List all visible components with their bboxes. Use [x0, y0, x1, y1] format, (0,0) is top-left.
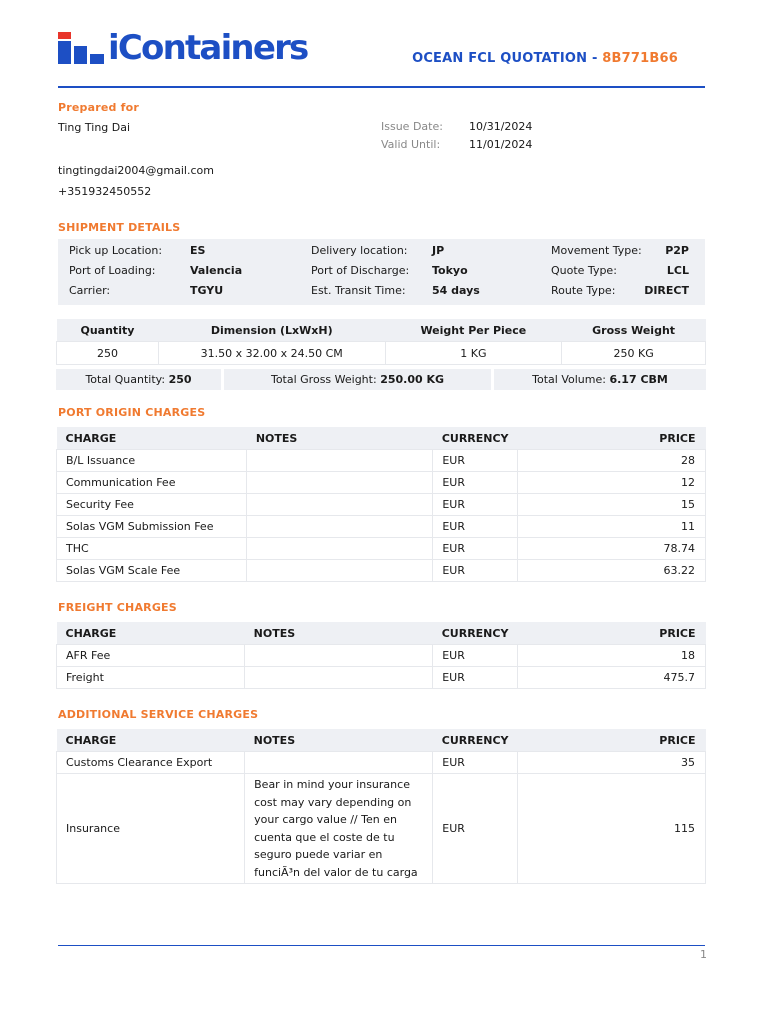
col-weight-per-piece: Weight Per Piece [385, 319, 562, 342]
table-row [57, 645, 706, 667]
table-cell: EUR [433, 752, 518, 774]
freight-charges-label: FREIGHT CHARGES [58, 601, 177, 614]
table-cell [247, 560, 433, 582]
table-cell [247, 494, 433, 516]
table-cell: EUR [433, 538, 518, 560]
col-quantity: Quantity [57, 319, 159, 342]
table-cell: B/L Issuance [57, 450, 247, 472]
valid-until-date: 11/01/2024 [469, 138, 533, 151]
page-number: 1 [700, 948, 707, 961]
col-price: PRICE [517, 622, 705, 645]
pickup-label: Pick up Location: [69, 244, 163, 257]
table-row [57, 774, 706, 884]
charges-header-row [57, 427, 706, 450]
cargo-weight-per-piece: 1 KG [385, 342, 562, 365]
table-cell: 475.7 [517, 667, 705, 689]
title-prefix: OCEAN FCL QUOTATION - [412, 51, 603, 66]
loading-label: Port of Loading: [69, 264, 156, 277]
customer-phone: +351932450552 [58, 185, 152, 198]
table-cell [247, 472, 433, 494]
col-charge: CHARGE [57, 622, 245, 645]
cargo-header-row [57, 319, 706, 342]
table-cell: EUR [433, 774, 518, 884]
route-type-value: DIRECT [644, 284, 689, 297]
brand-name: iContainers [108, 28, 308, 68]
issue-date: 10/31/2024 [469, 120, 533, 133]
table-cell: Solas VGM Scale Fee [57, 560, 247, 582]
insurance-note: Bear in mind your insurance cost may vary depending on your cargo value // Ten en cuenta que el coste de tu seguro puede variar en funciÃ³n del valor de tu carga [245, 774, 433, 884]
cargo-totals [56, 369, 706, 390]
col-currency: CURRENCY [433, 427, 518, 450]
route-type-label: Route Type: [551, 284, 616, 297]
table-cell: EUR [433, 516, 518, 538]
prepared-for-label: Prepared for [58, 101, 140, 114]
container-stack-icon [58, 32, 106, 64]
table-cell: Total Volume: [532, 373, 606, 386]
cargo-table [56, 319, 706, 365]
table-cell: 28 [518, 450, 706, 472]
transit-value: 54 days [432, 284, 480, 297]
table-row [57, 494, 706, 516]
origin-charges-table [56, 427, 706, 582]
cargo-row [57, 342, 706, 365]
total-gross-weight [224, 369, 491, 390]
table-cell [247, 450, 433, 472]
table-cell: 18 [517, 645, 705, 667]
table-cell [245, 667, 433, 689]
valid-until-label: Valid Until: [381, 138, 441, 151]
table-cell: 35 [518, 752, 706, 774]
table-cell: Security Fee [57, 494, 247, 516]
table-cell: AFR Fee [57, 645, 245, 667]
cargo-gross-weight: 250 KG [562, 342, 706, 365]
table-cell: 63.22 [518, 560, 706, 582]
table-cell: 250.00 KG [380, 373, 445, 386]
quote-code: 8B771B66 [602, 51, 678, 66]
col-notes: NOTES [245, 622, 433, 645]
col-dimension: Dimension (LxWxH) [158, 319, 385, 342]
table-cell: Insurance [57, 774, 245, 884]
header-divider [58, 86, 705, 88]
table-cell: 250 [168, 373, 192, 386]
table-cell: EUR [433, 667, 518, 689]
table-cell: Communication Fee [57, 472, 247, 494]
quote-type-value: LCL [666, 264, 689, 277]
loading-value: Valencia [190, 264, 243, 277]
table-cell: 6.17 CBM [609, 373, 668, 386]
discharge-label: Port of Discharge: [311, 264, 410, 277]
col-notes: NOTES [245, 729, 433, 752]
delivery-value: JP [432, 244, 445, 257]
freight-charges-table [56, 622, 706, 689]
col-gross-weight: Gross Weight [562, 319, 706, 342]
movement-type-value: P2P [665, 244, 689, 257]
origin-charges-label: PORT ORIGIN CHARGES [58, 406, 206, 419]
transit-label: Est. Transit Time: [311, 284, 406, 297]
icontainers-logo [58, 30, 308, 66]
charges-header-row [57, 729, 706, 752]
charges-header-row [57, 622, 706, 645]
col-charge: CHARGE [57, 729, 245, 752]
table-cell [245, 752, 433, 774]
total-quantity [56, 369, 221, 390]
table-cell: Freight [57, 667, 245, 689]
additional-charges-label: ADDITIONAL SERVICE CHARGES [58, 708, 259, 721]
col-currency: CURRENCY [433, 622, 518, 645]
col-price: PRICE [518, 729, 706, 752]
table-row [57, 560, 706, 582]
delivery-label: Delivery location: [311, 244, 408, 257]
col-notes: NOTES [247, 427, 433, 450]
table-cell: Customs Clearance Export [57, 752, 245, 774]
discharge-value: Tokyo [432, 264, 468, 277]
pickup-value: ES [190, 244, 206, 257]
table-row [57, 538, 706, 560]
col-charge: CHARGE [57, 427, 247, 450]
table-cell: Total Gross Weight: [270, 373, 377, 386]
col-currency: CURRENCY [433, 729, 518, 752]
table-cell: EUR [433, 494, 518, 516]
quote-type-label: Quote Type: [551, 264, 617, 277]
table-cell: EUR [433, 450, 518, 472]
table-cell [247, 538, 433, 560]
table-cell: EUR [433, 472, 518, 494]
document-title [412, 51, 678, 66]
table-cell: Solas VGM Submission Fee [57, 516, 247, 538]
table-cell: Total Quantity: [85, 373, 166, 386]
carrier-label: Carrier: [69, 284, 111, 297]
additional-charges-table [56, 729, 706, 884]
movement-type-label: Movement Type: [551, 244, 642, 257]
table-cell: EUR [433, 645, 518, 667]
table-row [57, 667, 706, 689]
cargo-quantity: 250 [57, 342, 159, 365]
table-cell: 12 [518, 472, 706, 494]
table-cell: 115 [518, 774, 706, 884]
shipment-details-label: SHIPMENT DETAILS [58, 221, 181, 234]
table-cell: 11 [518, 516, 706, 538]
table-cell: EUR [433, 560, 518, 582]
total-volume [494, 369, 706, 390]
table-row [57, 472, 706, 494]
table-cell [245, 645, 433, 667]
table-cell: 15 [518, 494, 706, 516]
customer-email[interactable]: tingtingdai2004@gmail.com [58, 164, 214, 177]
cargo-dimension: 31.50 x 32.00 x 24.50 CM [158, 342, 385, 365]
table-row [57, 752, 706, 774]
table-row [57, 450, 706, 472]
table-cell: THC [57, 538, 247, 560]
issue-date-label: Issue Date: [381, 120, 443, 133]
footer-divider [58, 945, 705, 946]
table-cell: 78.74 [518, 538, 706, 560]
table-cell [247, 516, 433, 538]
carrier-value: TGYU [190, 284, 224, 297]
table-row [57, 516, 706, 538]
shipment-details-box [58, 239, 705, 305]
customer-name: Ting Ting Dai [58, 121, 131, 134]
col-price: PRICE [518, 427, 706, 450]
